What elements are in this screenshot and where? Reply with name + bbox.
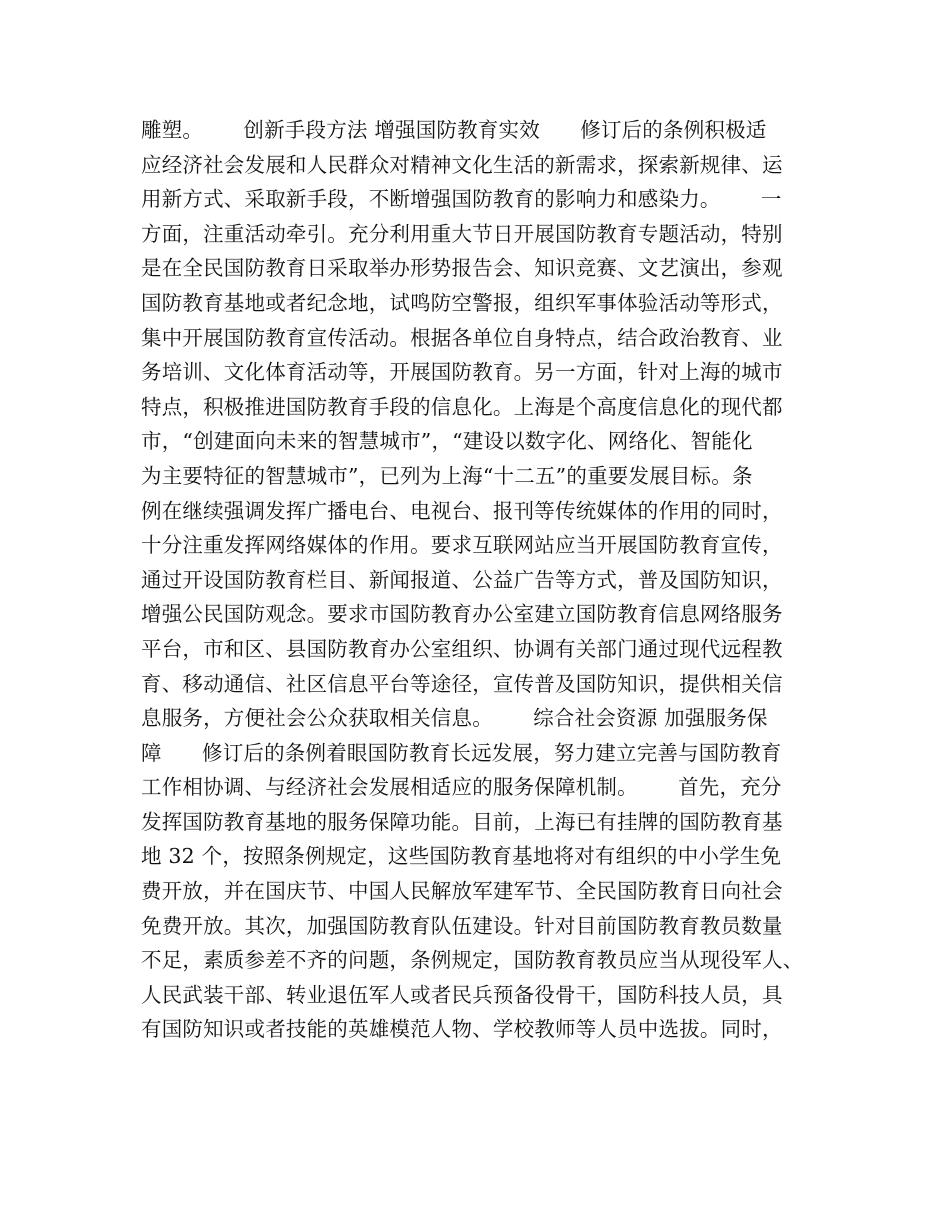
text-line: 费开放，并在国庆节、中国人民解放军建军节、全民国防教育日向社会 (141, 879, 783, 904)
text-line: 应经济社会发展和人民群众对精神文化生活的新需求，探索新规律、运 (141, 152, 783, 177)
text-line: 发挥国防教育基地的服务保障功能。目前，上海已有挂牌的国防教育基 (141, 809, 783, 834)
text-line: 人民武装干部、转业退伍军人或者民兵预备役骨干，国防科技人员，具 (141, 982, 783, 1007)
text-line: 雕塑。 创新手段方法 增强国防教育实效 修订后的条例积极适 (141, 118, 767, 142)
text-line: 有国防知识或者技能的英雄模范人物、学校教师等人员中选拔。同时， (141, 1017, 783, 1042)
body-text (141, 113, 821, 1047)
text-line: 为主要特征的智慧城市”，已列为上海“十二五”的重要发展目标。条 (141, 463, 753, 488)
text-line: 集中开展国防教育宣传活动。根据各单位自身特点，结合政治教育、业 (141, 325, 783, 350)
text-line: 障 修订后的条例着眼国防教育长远发展，努力建立完善与国防教育 (141, 740, 782, 765)
text-line: 平台，市和区、县国防教育办公室组织、协调有关部门通过现代远程教 (141, 636, 783, 661)
text-line: 地 32 个，按照条例规定，这些国防教育基地将对有组织的中小学生免 (141, 844, 782, 869)
text-line: 方面，注重活动牵引。充分利用重大节日开展国防教育专题活动，特别 (141, 221, 783, 246)
text-line: 国防教育基地或者纪念地，试鸣防空警报，组织军事体验活动等形式， (141, 290, 783, 315)
text-line: 例在继续强调发挥广播电台、电视台、报刊等传统媒体的作用的同时， (141, 498, 783, 523)
text-line: 息服务，方便社会公众获取相关信息。 综合社会资源 加强服务保 (141, 706, 768, 731)
text-line: 免费开放。其次，加强国防教育队伍建设。针对目前国防教育教员数量 (141, 913, 783, 938)
text-line: 不足，素质参差不齐的问题，条例规定，国防教育教员应当从现役军人、 (141, 948, 804, 973)
text-line: 市，“创建面向未来的智慧城市”，“建设以数字化、网络化、智能化 (141, 429, 753, 454)
text-line: 增强公民国防观念。要求市国防教育办公室建立国防教育信息网络服务 (141, 602, 783, 627)
text-line: 务培训、文化体育活动等，开展国防教育。另一方面，针对上海的城市 (141, 360, 783, 385)
text-line: 特点，积极推进国防教育手段的信息化。上海是个高度信息化的现代都 (141, 394, 783, 419)
text-line: 用新方式、采取新手段，不断增强国防教育的影响力和感染力。 一 (141, 187, 782, 212)
text-line: 通过开设国防教育栏目、新闻报道、公益广告等方式，普及国防知识， (141, 567, 783, 592)
text-line: 工作相协调、与经济社会发展相适应的服务保障机制。 首先，充分 (141, 775, 782, 800)
text-line: 十分注重发挥网络媒体的作用。要求互联网站应当开展国防教育宣传， (141, 533, 783, 558)
text-line: 是在全民国防教育日采取举办形势报告会、知识竞赛、文艺演出，参观 (141, 256, 783, 281)
text-line: 育、移动通信、社区信息平台等途径，宣传普及国防知识，提供相关信 (141, 671, 783, 696)
